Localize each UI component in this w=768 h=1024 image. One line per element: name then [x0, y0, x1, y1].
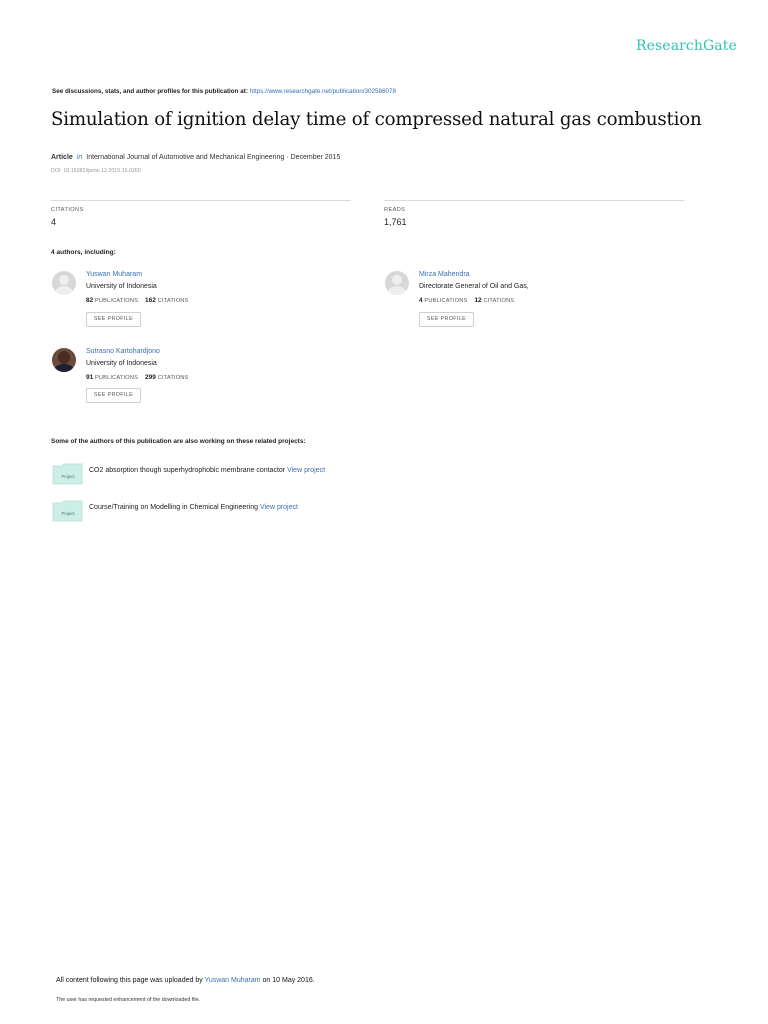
project-title: Course/Training on Modelling in Chemical Engineering	[89, 504, 258, 511]
author-stats	[86, 374, 188, 381]
journal-link[interactable]: International Journal of Automotive and Mechanical Engineering · December 2015	[86, 154, 341, 161]
project-text	[89, 467, 325, 474]
project-icon-label: Project	[61, 474, 75, 479]
author-name-link[interactable]: Mirza Mahendra	[419, 271, 470, 278]
citations-value: 4	[51, 217, 57, 227]
see-profile-button[interactable]: SEE PROFILE	[419, 312, 474, 327]
publications-count: 4	[419, 297, 423, 304]
citations-label: CITATIONS	[483, 298, 515, 304]
author-card	[52, 348, 352, 418]
citations-divider	[51, 200, 351, 201]
publications-label: PUBLICATIONS	[424, 298, 468, 304]
author-photo-avatar[interactable]	[52, 348, 76, 372]
see-profile-button[interactable]: SEE PROFILE	[86, 388, 141, 403]
upload-notice	[56, 977, 315, 984]
project-title: CO2 absorption though superhydrophobic membrane contactor	[89, 467, 286, 474]
reads-value: 1,761	[384, 217, 407, 227]
citations-label: CITATIONS	[157, 375, 189, 381]
upload-prefix: All content following this page was uploaded by	[56, 977, 203, 984]
avatar-placeholder-icon[interactable]	[52, 271, 76, 295]
discussion-prefix: See discussions, stats, and author profiles for this publication at:	[52, 88, 248, 95]
authors-heading: 4 authors, including:	[51, 249, 116, 256]
researchgate-logo[interactable]: ResearchGate	[636, 38, 737, 54]
discussion-line	[52, 88, 396, 95]
author-institution: University of Indonesia	[86, 283, 157, 290]
author-stats	[86, 297, 188, 304]
author-card	[385, 271, 685, 341]
in-label: in	[76, 154, 83, 161]
see-profile-button[interactable]: SEE PROFILE	[86, 312, 141, 327]
project-text	[89, 504, 298, 511]
citations-count: 162	[145, 297, 156, 304]
related-projects-heading: Some of the authors of this publication are also working on these related projects:	[51, 438, 306, 445]
doi-text: DOI: 10.15282/ijame.12.2015.15.0260	[51, 168, 141, 174]
author-stats	[419, 297, 514, 304]
publications-label: PUBLICATIONS	[95, 298, 139, 304]
author-name-link[interactable]: Yuswan Muharam	[86, 271, 143, 278]
citations-label: CITATIONS	[157, 298, 189, 304]
view-project-link[interactable]: View project	[287, 467, 326, 474]
publication-url-link[interactable]: https://www.researchgate.net/publication/302586078	[249, 88, 397, 95]
citations-count: 12	[474, 297, 482, 304]
citations-count: 299	[145, 374, 156, 381]
reads-divider	[384, 200, 684, 201]
article-type: Article	[51, 154, 73, 161]
publication-meta	[51, 154, 340, 161]
project-folder-icon[interactable]	[52, 500, 83, 522]
publication-title: Simulation of ignition delay time of compressed natural gas combustion	[51, 109, 702, 130]
avatar-placeholder-icon[interactable]	[385, 271, 409, 295]
publications-count: 82	[86, 297, 94, 304]
project-item	[52, 500, 452, 524]
author-institution: University of Indonesia	[86, 360, 157, 367]
project-icon-label: Project	[61, 511, 75, 516]
author-name-link[interactable]: Sutrasno Kartohardjono	[86, 348, 160, 355]
upload-date: on 10 May 2016.	[262, 977, 315, 984]
project-folder-icon[interactable]	[52, 463, 83, 485]
enhancement-note: The user has requested enhancement of the downloaded file.	[56, 997, 200, 1003]
view-project-link[interactable]: View project	[259, 504, 298, 511]
author-institution: Directorate General of Oil and Gas,	[419, 283, 529, 290]
publications-count: 91	[86, 374, 94, 381]
uploader-link[interactable]: Yuswan Muharam	[204, 977, 261, 984]
author-card	[52, 271, 352, 341]
publications-label: PUBLICATIONS	[95, 375, 139, 381]
project-item	[52, 463, 452, 487]
citations-label: CITATIONS	[51, 207, 84, 213]
reads-label: READS	[384, 207, 406, 213]
